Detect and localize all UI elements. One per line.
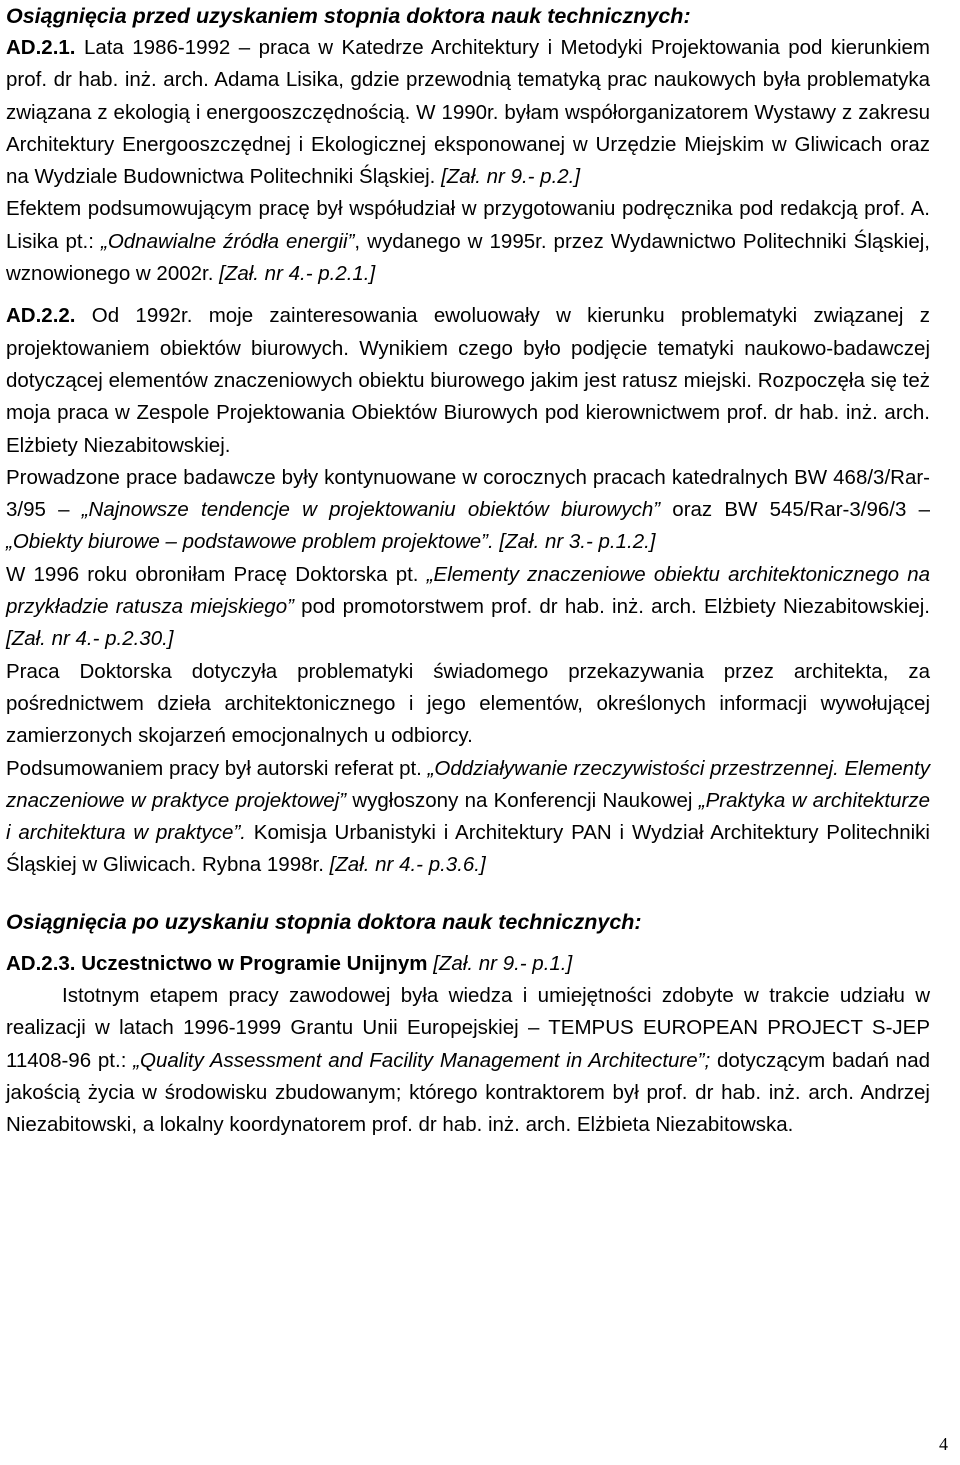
attachment-reference: [Zał. nr 9.- p.2.]	[441, 165, 581, 189]
attachment-reference: [Zał. nr 4.- p.2.1.]	[219, 262, 376, 286]
paragraph-text: Istotnym etapem pracy zawodowej była wiedza i umiejętności zdobyte w trakcie udziału w realizacji w latach 1996-1999 Grantu Unii Europejskiej – TEMPUS EUROPEAN PROJECT S-JEP 11408-96 pt.:	[6, 984, 930, 1072]
document-page	[6, 0, 930, 1142]
paragraph-text: Od 1992r. moje zainteresowania ewoluowały w kierunku problematyki związanej z projektowaniem obiektów biurowych. Wynikiem czego było podjęcie tematyki naukowo-badawczej dotyczącej elementów znaczeniowych obiektu biurowego jakim jest ratusz miejski. Rozpoczęła się też moja praca w Zespole Projektowania Obiektów Biurowych pod kierownictwem prof. dr hab. inż. arch. Elżbiety Niezabitowskiej.	[6, 304, 930, 457]
page-number: 4	[939, 1434, 948, 1454]
paragraph-text: dotyczącym badań nad jakością życia w środowisku zbudowanym; którego kontraktorem był prof. dr hab. inż. arch. Andrzej Niezabitowski, a lokalny koordynatorem prof. dr hab. inż. arch. Elżbieta Niezabitowska.	[6, 1048, 930, 1137]
paragraph-text: Prowadzone prace badawcze były kontynuowane w corocznych pracach katedralnych BW 468/3/Rar-3/95 –	[6, 465, 930, 522]
item-label-ad-2-3: AD.2.3. Uczestnictwo w Programie Unijnym	[6, 951, 428, 975]
section-heading-before-phd: Osiągnięcia przed uzyskaniem stopnia doktora nauk technicznych:	[6, 4, 691, 28]
paragraph-conference-paper	[6, 753, 930, 882]
paragraph-text: Efektem podsumowującym pracę był współudział w przygotowaniu podręcznika pod redakcją prof. A. Lisika pt.:	[6, 197, 930, 253]
item-label-ad-2-2: AD.2.2.	[6, 304, 76, 328]
paragraph-text: Podsumowaniem pracy był autorski referat pt.	[6, 756, 428, 780]
paragraph-thesis-topic	[6, 656, 930, 753]
paragraph-textbook	[6, 193, 930, 290]
research-title: „Obiekty biurowe – podstawowe problem projektowe”.	[6, 530, 494, 554]
research-title: „Najnowsze tendencje w projektowaniu obiektów biurowych”	[81, 498, 661, 522]
paragraph-tempus-grant	[6, 980, 930, 1141]
paragraph-text: Komisja Urbanistyki i Architektury PAN i Wydział Architektury Politechniki Śląskiej w Gliwicach. Rybna 1998r.	[6, 821, 930, 877]
publication-title: „Odnawialne źródła energii”	[101, 229, 355, 253]
paragraph-text: , wydanego w 1995r. przez Wydawnictwo Politechniki Śląskiej, wznowionego w 2002r.	[6, 229, 930, 286]
spacer	[6, 290, 930, 300]
project-title: „Quality Assessment and Facility Management in Architecture”;	[133, 1048, 711, 1072]
paragraph-ad-2-1	[6, 32, 930, 193]
paragraph-text: Praca Doktorska dotyczyła problematyki świadomego przekazywania przez architekta, za pośrednictwem dzieła architektonicznego i jego elementów, określonych informacji wywołującej zamierzonych skojarzeń emocjonalnych u odbiorcy.	[6, 659, 930, 748]
attachment-reference: [Zał. nr 4.- p.2.30.]	[6, 627, 174, 651]
spacer	[6, 938, 930, 948]
conference-title: „Praktyka w architekturze i architektura w praktyce”.	[6, 788, 931, 845]
paragraph-text: W 1996 roku obroniłam Pracę Doktorska pt.	[6, 562, 427, 586]
paragraph-ad-2-2	[6, 300, 930, 461]
paragraph-text: oraz BW 545/Rar-3/96/3 –	[660, 498, 930, 522]
attachment-reference: [Zał. nr 3.- p.1.2.]	[499, 530, 656, 554]
section-heading-after-phd: Osiągnięcia po uzyskaniu stopnia doktora nauk technicznych:	[6, 909, 642, 934]
paragraph-ad-2-3	[6, 948, 930, 980]
thesis-title: „Elementy znaczeniowe obiektu architektonicznego na przykładzie ratusza miejskiego”	[6, 562, 931, 619]
paragraph-text: wygłoszony na Konferencji Naukowej	[346, 788, 699, 812]
attachment-reference: [Zał. nr 9.- p.1.]	[433, 951, 573, 975]
paragraph-text: pod promotorstwem prof. dr hab. inż. arch. Elżbiety Niezabitowskiej.	[293, 595, 930, 619]
spacer	[6, 882, 930, 906]
paragraph-text: Lata 1986-1992 – praca w Katedrze Architektury i Metodyki Projektowania pod kierunkiem prof. dr hab. inż. arch. Adama Lisika, gdzie przewodnią tematyką prac naukowych była problematyka związana z ekologią i energooszczędnością. W 1990r. byłam współorganizatorem Wystawy z zakresu Architektury Energooszczędnej i Ekologicznej eksponowanej w Urzędzie Miejskim w Gliwicach oraz na Wydziale Budownictwa Politechniki Śląskiej.	[6, 36, 930, 189]
item-label-ad-2-1: AD.2.1.	[6, 36, 76, 59]
paragraph-research	[6, 462, 930, 559]
attachment-reference: [Zał. nr 4.- p.3.6.]	[329, 853, 486, 877]
paper-title: „Oddziaływanie rzeczywistości przestrzennej. Elementy znaczeniowe w praktyce projektowej”	[6, 756, 931, 812]
paragraph-doctoral-defense	[6, 559, 930, 656]
